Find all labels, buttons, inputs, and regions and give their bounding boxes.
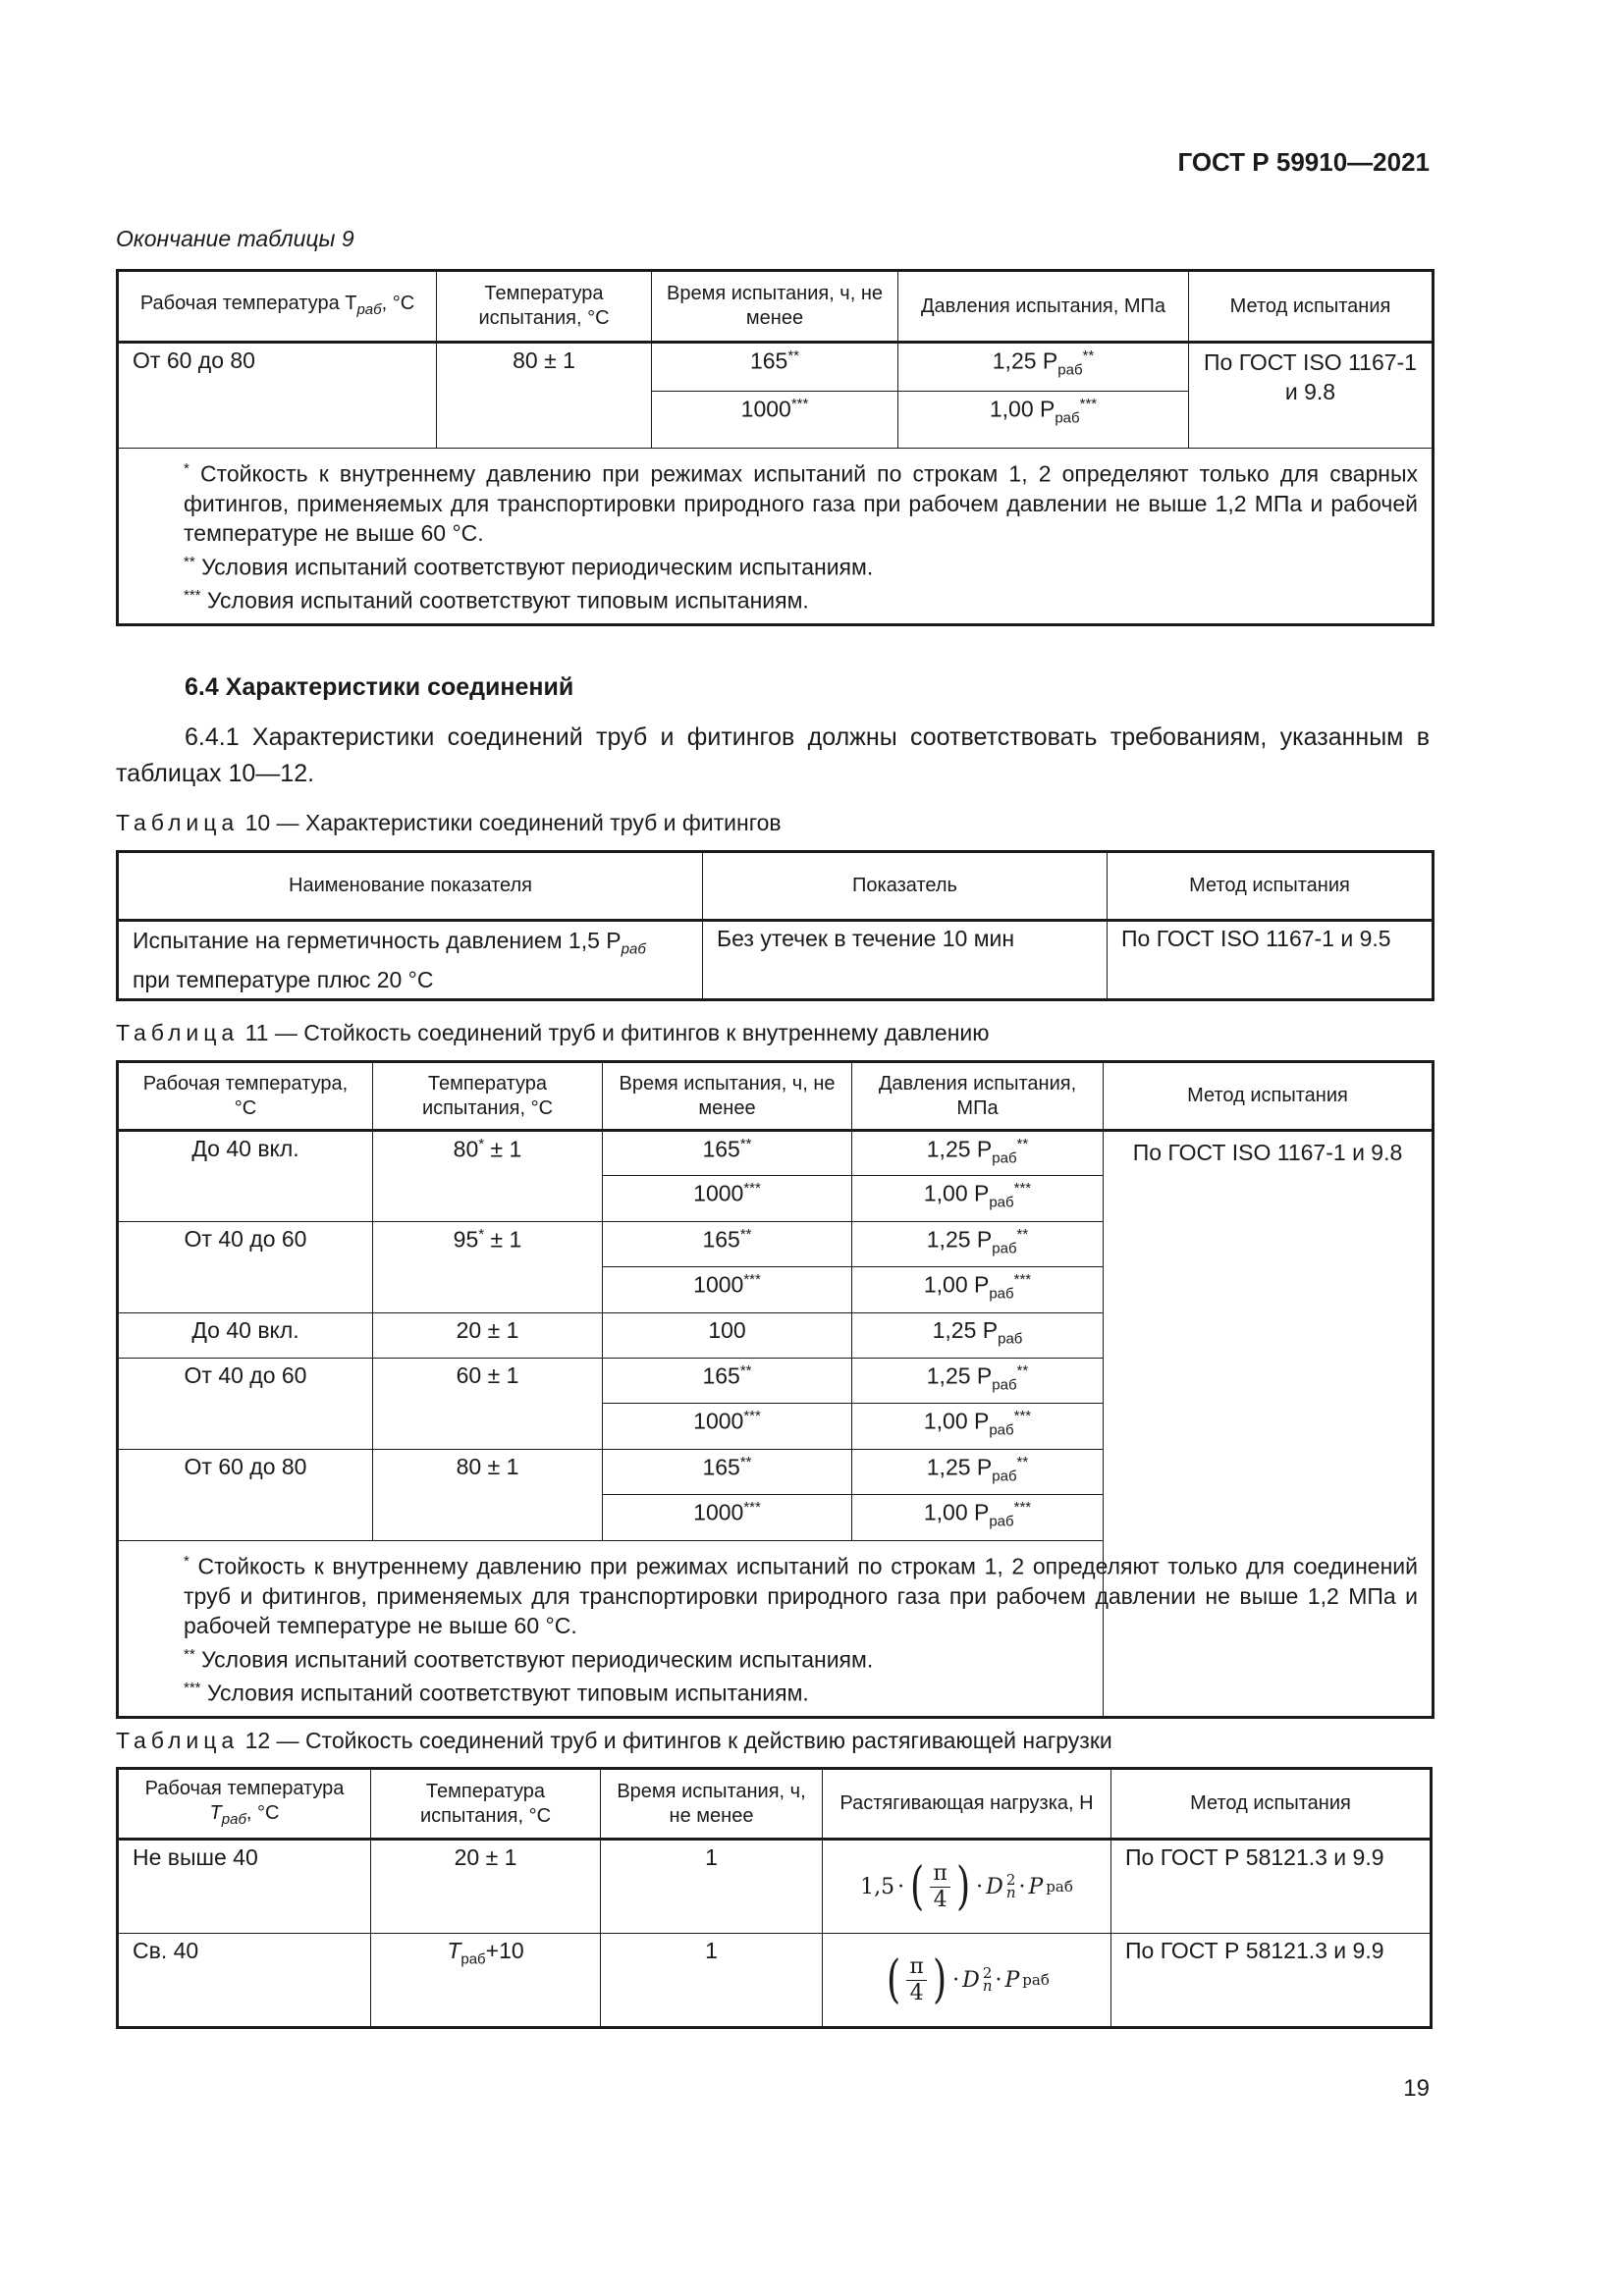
table-row: Не выше 40 bbox=[118, 1840, 371, 1934]
t11-pressure: 1,00 $P_{раб}^{***}$ bbox=[852, 1267, 1104, 1313]
t9-header-time: Время испытания, ч, не менее bbox=[652, 271, 898, 343]
t11-header-method: Метод испытания bbox=[1104, 1062, 1434, 1131]
t11-header-pressure: Давления испытания, МПа bbox=[852, 1062, 1104, 1131]
t11-time: 1000*** bbox=[603, 1495, 852, 1541]
t10-header-value: Показатель bbox=[703, 852, 1108, 921]
t11-test-temp: 20 ± 1 bbox=[373, 1313, 603, 1359]
t11-time: 165** bbox=[603, 1359, 852, 1404]
t12-header-work-temp: Рабочая температура $T_{раб}$, °С bbox=[118, 1769, 371, 1840]
t10-header-method: Метод испытания bbox=[1108, 852, 1434, 921]
table-row: От 40 до 60 bbox=[118, 1359, 373, 1450]
t12-test-temp: $T_{раб}+10$ bbox=[371, 1934, 601, 2028]
t12-test-temp: 20 ± 1 bbox=[371, 1840, 601, 1934]
t11-time: 1000*** bbox=[603, 1176, 852, 1222]
t11-header-test-temp: Температура испытания, °С bbox=[373, 1062, 603, 1131]
t10-header-name: Наименование показателя bbox=[118, 852, 703, 921]
table-row: До 40 вкл. bbox=[118, 1313, 373, 1359]
table-row: Св. 40 bbox=[118, 1934, 371, 2028]
t9-pressure-1: 1,25 $P_{раб}^{**}$ bbox=[898, 343, 1189, 392]
t9-pressure-2: 1,00 $P_{раб}^{***}$ bbox=[898, 392, 1189, 449]
table-row: До 40 вкл. bbox=[118, 1131, 373, 1222]
t11-test-temp: 80* ± 1 bbox=[373, 1131, 603, 1222]
t11-pressure: 1,00 $P_{раб}^{***}$ bbox=[852, 1176, 1104, 1222]
t9-method: По ГОСТ ISO 1167-1 и 9.8 bbox=[1189, 343, 1434, 449]
t9-work-temp: От 60 до 80 bbox=[118, 343, 437, 449]
table-11 bbox=[116, 1060, 1435, 1719]
t12-load-formula: ( $\frac{\pi}{4}$ ) · D 2 n · P раб bbox=[823, 1934, 1111, 2028]
table-10 bbox=[116, 850, 1435, 1001]
t12-method: По ГОСТ Р 58121.3 и 9.9 bbox=[1111, 1934, 1432, 2028]
t11-notes: * Стойкость к внутреннему давлению при режимах испытаний по строкам 1, 2 определяют только для соединений труб и фитингов, применяемых для транспортировки природного газа при рабочем давлении не выше 1,2 МПа и рабочей температуре не выше 60 °С. ** Условия испытаний соответствуют периодическим испытаниям. *** Условия испытаний соответствуют типовым испытаниям. bbox=[118, 1541, 1434, 1718]
t12-method: По ГОСТ Р 58121.3 и 9.9 bbox=[1111, 1840, 1432, 1934]
t11-pressure: 1,25 $P_{раб}$ bbox=[852, 1313, 1104, 1359]
t11-test-temp: 95* ± 1 bbox=[373, 1222, 603, 1313]
t12-header-time: Время испытания, ч, не менее bbox=[601, 1769, 823, 1840]
t11-time: 1000*** bbox=[603, 1404, 852, 1450]
t9-time-2: 1000*** bbox=[652, 392, 898, 449]
table-row: От 40 до 60 bbox=[118, 1222, 373, 1313]
section-heading: 6.4 Характеристики соединений bbox=[185, 673, 574, 701]
t12-load-formula: 1,5 · ( $\frac{\pi}{4}$ ) · D 2 n · P раб bbox=[823, 1840, 1111, 1934]
t11-time: 165** bbox=[603, 1222, 852, 1267]
t11-pressure: 1,25 $P_{раб}^{**}$ bbox=[852, 1131, 1104, 1176]
table-9 bbox=[116, 269, 1435, 626]
table11-caption: Таблица 11 — Стойкость соединений труб и фитингов к внутреннему давлению bbox=[116, 1020, 990, 1045]
t11-method: По ГОСТ ISO 1167-1 и 9.8 bbox=[1104, 1131, 1434, 1718]
t11-time: 1000*** bbox=[603, 1267, 852, 1313]
t9-notes: * Стойкость к внутреннему давлению при режимах испытаний по строкам 1, 2 определяют только для сварных фитингов, применяемых для транспортировки природного газа при рабочем давлении не выше 1,2 МПа и рабочей температуре не выше 60 °С. ** Условия испытаний соответствуют периодическим испытаниям. *** Условия испытаний соответствуют типовым испытаниям. bbox=[118, 449, 1434, 625]
t11-pressure: 1,25 $P_{раб}^{**}$ bbox=[852, 1450, 1104, 1495]
t9-header-test-temp: Температура испытания, °С bbox=[437, 271, 652, 343]
t12-header-load: Растягивающая нагрузка, Н bbox=[823, 1769, 1111, 1840]
t11-time: 100 bbox=[603, 1313, 852, 1359]
t11-header-work-temp: Рабочая температура, °С bbox=[118, 1062, 373, 1131]
t11-time: 165** bbox=[603, 1131, 852, 1176]
t11-pressure: 1,00 $P_{раб}^{***}$ bbox=[852, 1495, 1104, 1541]
t11-pressure: 1,25 $P_{раб}^{**}$ bbox=[852, 1359, 1104, 1404]
t9-header-pressure: Давления испытания, МПа bbox=[898, 271, 1189, 343]
t12-header-method: Метод испытания bbox=[1111, 1769, 1432, 1840]
document-code: ГОСТ Р 59910—2021 bbox=[1177, 147, 1430, 177]
table-row: От 60 до 80 bbox=[118, 1450, 373, 1541]
t12-time: 1 bbox=[601, 1934, 823, 2028]
t9-header-work-temp: Рабочая температура $T_{раб}$, °С bbox=[118, 271, 437, 343]
t11-header-time: Время испытания, ч, не менее bbox=[603, 1062, 852, 1131]
t10-method: По ГОСТ ISO 1167-1 и 9.5 bbox=[1108, 921, 1434, 1000]
t12-header-test-temp: Температура испытания, °С bbox=[371, 1769, 601, 1840]
table10-caption: Таблица 10 — Характеристики соединений труб и фитингов bbox=[116, 810, 782, 835]
table9-caption: Окончание таблицы 9 bbox=[116, 226, 354, 251]
t11-time: 165** bbox=[603, 1450, 852, 1495]
t9-header-method: Метод испытания bbox=[1189, 271, 1434, 343]
t11-test-temp: 80 ± 1 bbox=[373, 1450, 603, 1541]
table-12 bbox=[116, 1767, 1433, 2029]
t10-value: Без утечек в течение 10 мин bbox=[703, 921, 1108, 1000]
table12-caption: Таблица 12 — Стойкость соединений труб и фитингов к действию растягивающей нагрузки bbox=[116, 1728, 1112, 1753]
page-number: 19 bbox=[1403, 2075, 1430, 2102]
t11-pressure: 1,00 $P_{раб}^{***}$ bbox=[852, 1404, 1104, 1450]
section-paragraph: 6.4.1 Характеристики соединений труб и фитингов должны соответствовать требованиям, указанным в таблицах 10—12. bbox=[116, 723, 1430, 787]
t12-time: 1 bbox=[601, 1840, 823, 1934]
t9-test-temp: 80 ± 1 bbox=[437, 343, 652, 449]
t11-pressure: 1,25 $P_{раб}^{**}$ bbox=[852, 1222, 1104, 1267]
t9-time-1: 165** bbox=[652, 343, 898, 392]
t10-name: Испытание на герметичность давлением 1,5 $P_{раб}$ при температуре плюс 20 °С bbox=[118, 921, 703, 1000]
t11-test-temp: 60 ± 1 bbox=[373, 1359, 603, 1450]
